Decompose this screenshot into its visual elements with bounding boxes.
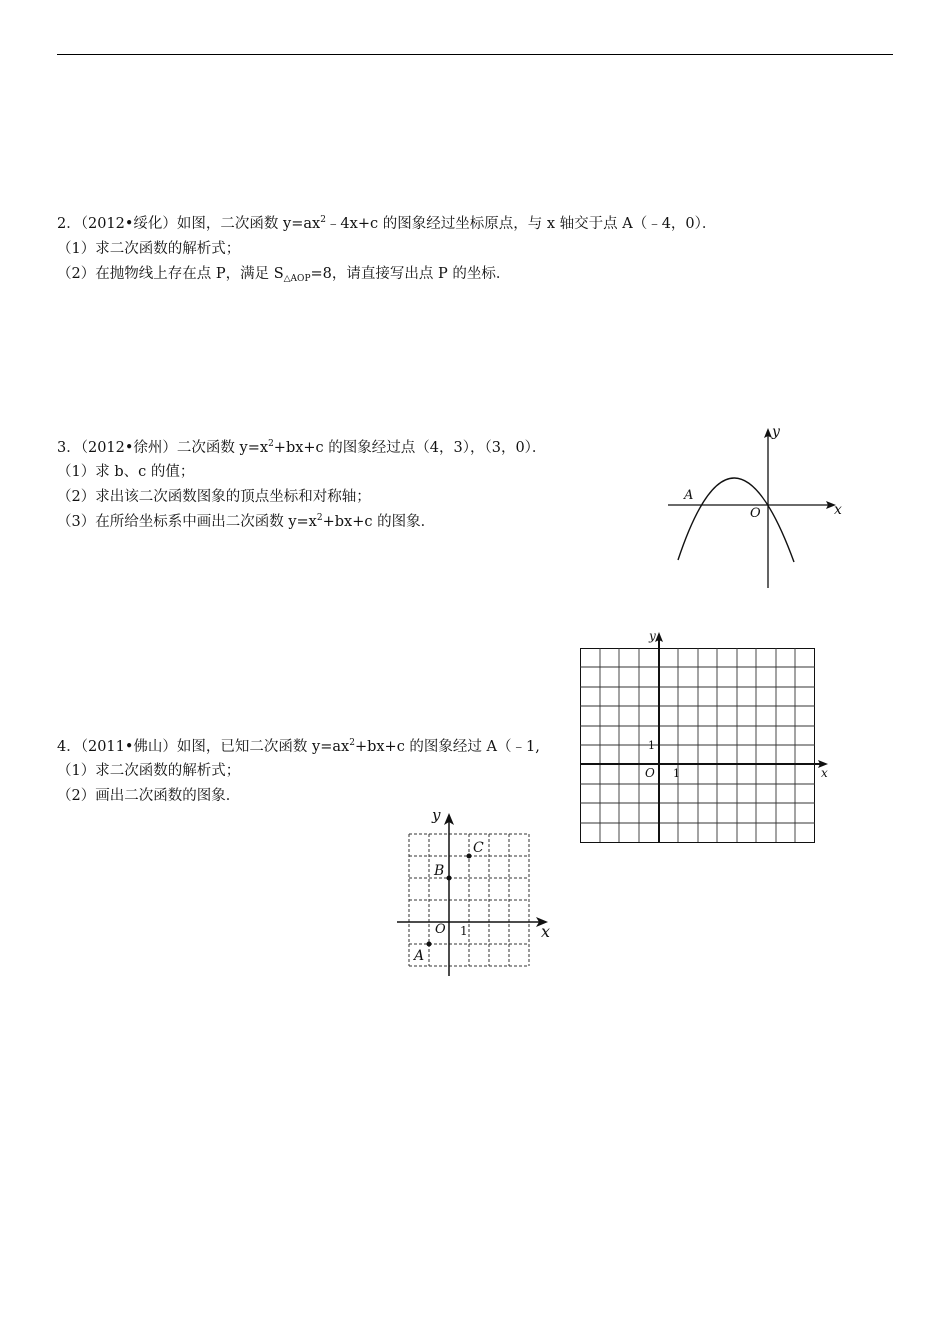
- point-b: [447, 876, 452, 881]
- parabola-figure: [660, 420, 850, 595]
- q3-part1: （1）求 b、c 的值；: [57, 464, 195, 480]
- grid-border: [581, 649, 815, 843]
- q2-part2: （2）在抛物线上存在点 P，满足 $S_{\triangle AOP}=8$，请直接写出点 P 的坐标．: [57, 266, 511, 284]
- points-x-label: x: [541, 922, 551, 941]
- grid-figure: [575, 625, 835, 850]
- q4-stem: 4．（2011•佛山）如图，已知二次函数 $y=ax^2+bx+c$ 的图象经过 A（﹣1,: [57, 738, 540, 755]
- q3-stem: 3．（2012•徐州）二次函数 $y=x^2+bx+c$ 的图象经过点（4，3），（3，0）．: [57, 439, 547, 456]
- point-a: [427, 942, 432, 947]
- grid-y-label: y: [649, 629, 656, 643]
- points-origin-label: O: [435, 922, 446, 937]
- grid-y-unit-label: 1: [648, 739, 655, 752]
- point-c: [467, 854, 472, 859]
- point-b-label: B: [434, 863, 445, 879]
- points-figure: [390, 800, 560, 985]
- parabola-curve: [678, 478, 794, 562]
- q4-part2: （2）画出二次函数的图象．: [57, 788, 241, 804]
- points-y-label: y: [432, 806, 441, 824]
- grid-x-label: x: [821, 766, 828, 780]
- parabola-x-label: x: [834, 502, 842, 518]
- point-a-label: A: [414, 948, 425, 964]
- parabola-origin-label: O: [750, 506, 761, 521]
- q3-part2: （2）求出该二次函数图象的顶点坐标和对称轴；: [57, 489, 371, 505]
- q2-stem: 2．（2012•绥化）如图，二次函数 $y=ax^2﹣4x+c$ 的图象经过坐标原点，与 x 轴交于点 A（﹣4，0）．: [57, 215, 717, 232]
- q4-part1: （1）求二次函数的解析式；: [57, 763, 241, 779]
- points-unit-label: 1: [460, 924, 468, 938]
- point-c-label: C: [473, 840, 484, 856]
- grid-x-unit-label: 1: [673, 767, 680, 780]
- q2-part1: （1）求二次函数的解析式；: [57, 241, 241, 257]
- q3-part3: （3）在所给坐标系中画出二次函数 $y=x^2+bx+c$ 的图象．: [57, 513, 436, 530]
- parabola-y-label: y: [772, 424, 780, 440]
- grid-lines: [580, 648, 815, 842]
- parabola-point-a-label: A: [684, 488, 694, 503]
- grid-origin-label: O: [645, 766, 655, 780]
- header-rule: [57, 54, 893, 55]
